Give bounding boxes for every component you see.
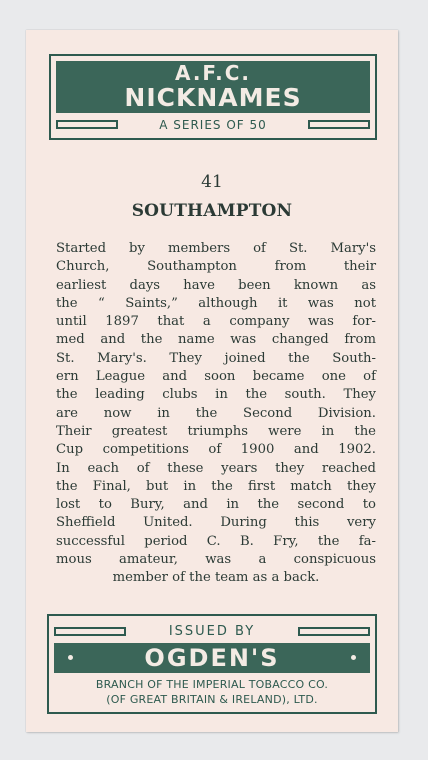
right-ornament-bar — [308, 120, 370, 129]
header-title-line1: A.F.C. — [174, 61, 252, 85]
body-line: In each of these years they reached — [56, 460, 376, 476]
body-text — [56, 240, 376, 588]
header-title-line2: NICKNAMES — [124, 83, 302, 112]
body-line: successful period C. B. Fry, the fa- — [56, 533, 376, 549]
body-line: Cup competitions of 1900 and 1902. — [56, 442, 376, 458]
dot-ornament-right — [351, 655, 356, 660]
body-line: Sheffield United. During this very — [56, 515, 376, 531]
card-number: 41 — [201, 172, 223, 192]
series-label: A SERIES OF 50 — [159, 118, 267, 132]
body-line: med and the name was changed from — [56, 332, 376, 348]
body-line: Their greatest triumphs were in the — [56, 423, 376, 439]
issued-by-label: ISSUED BY — [168, 624, 256, 639]
left-ornament-bar — [54, 627, 126, 636]
body-line: earliest days have been known as — [56, 277, 376, 293]
header-frame — [49, 54, 377, 140]
body-line: Started by members of St. Mary's — [56, 241, 376, 256]
left-ornament-bar — [56, 120, 118, 129]
body-line-last: member of the team as a back. — [112, 570, 320, 586]
issued-row — [54, 624, 370, 640]
header-panel — [56, 61, 370, 113]
body-line: until 1897 that a company was for- — [56, 314, 376, 330]
body-line: the Final, but in the first match they — [56, 478, 376, 494]
branch-line-2: (OF GREAT BRITAIN & IRELAND), LTD. — [106, 693, 318, 706]
club-title: SOUTHAMPTON — [131, 201, 293, 221]
cigarette-card — [26, 30, 398, 732]
dot-ornament-left — [68, 655, 73, 660]
brand-panel — [54, 643, 370, 673]
body-line: St. Mary's. They joined the South- — [56, 350, 376, 366]
body-line: ern League and soon became one of — [56, 369, 376, 385]
body-line: Church, Southampton from their — [56, 259, 376, 275]
body-line: are now in the Second Division. — [56, 405, 376, 421]
footer-frame — [47, 614, 377, 714]
branch-line-1: BRANCH OF THE IMPERIAL TOBACCO CO. — [95, 678, 329, 691]
brand-name: OGDEN'S — [144, 644, 280, 672]
body-line: lost to Bury, and in the second to — [56, 497, 376, 513]
body-line: mous amateur, was a conspicuous — [56, 552, 376, 568]
body-line: the “ Saints,” although it was not — [56, 295, 376, 311]
series-row — [56, 117, 370, 133]
body-line: the leading clubs in the south. They — [56, 387, 376, 403]
right-ornament-bar — [298, 627, 370, 636]
